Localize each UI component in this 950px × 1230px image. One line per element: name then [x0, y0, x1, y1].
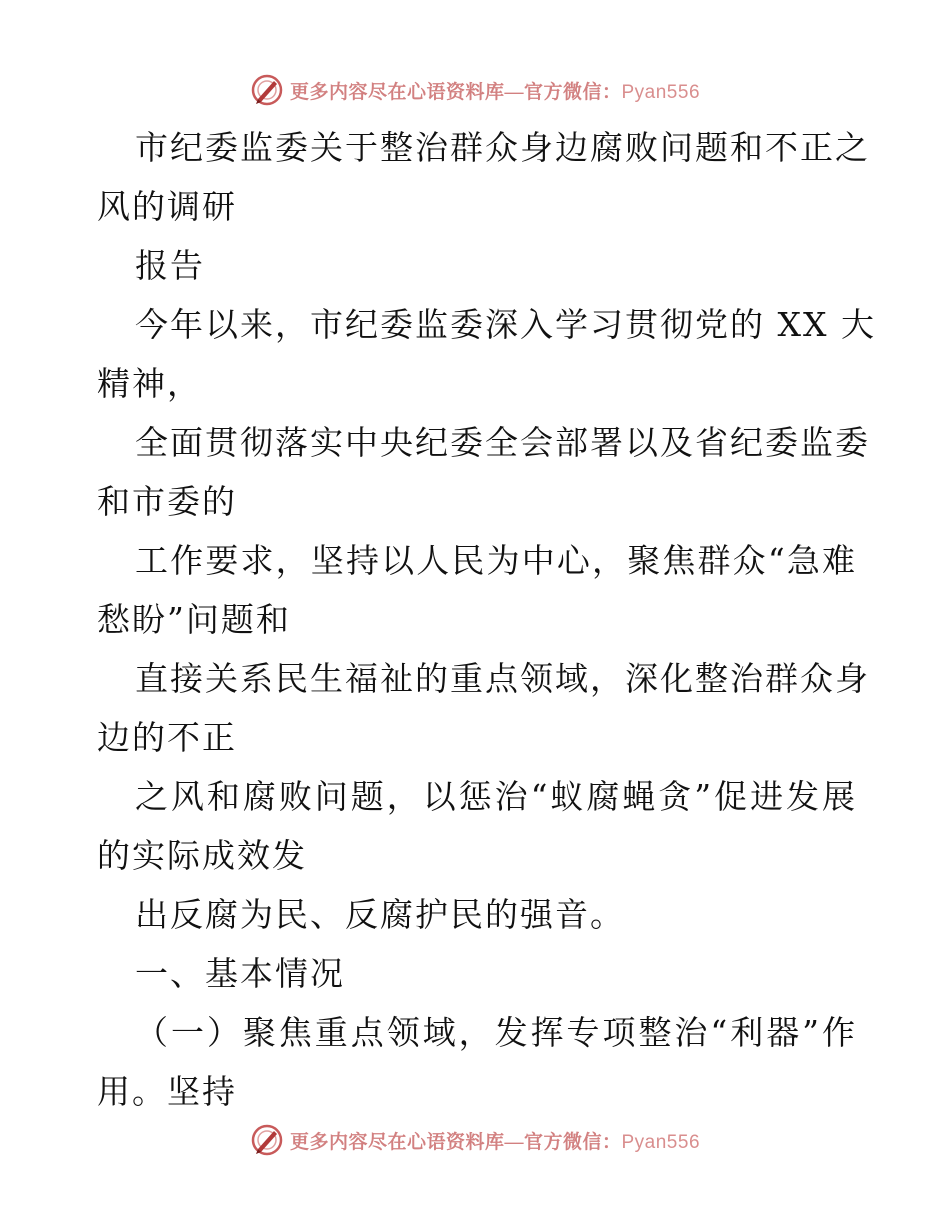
pen-logo-icon	[250, 73, 284, 107]
text-line: 今年以来，市纪委监委深入学习贯彻党的 XX 大	[135, 305, 876, 344]
text-line: 之风和腐败问题，以惩治“蚁腐蝇贪”促进发展	[135, 777, 857, 816]
text-line: 和市委的	[97, 482, 237, 521]
text-line: 边的不正	[97, 718, 237, 757]
text-line: 工作要求，坚持以人民为中心，聚焦群众“急难	[135, 541, 857, 580]
document-body	[97, 118, 876, 1121]
text-line: 全面贯彻落实中央纪委全会部署以及省纪委监委	[135, 423, 870, 462]
text-line: 直接关系民生福祉的重点领域，深化整治群众身	[135, 659, 870, 698]
text-line: 的实际成效发	[97, 836, 307, 875]
text-line: 愁盼”问题和	[97, 600, 291, 639]
text-line: 用。坚持	[97, 1072, 237, 1111]
text-line: 风的调研	[97, 187, 237, 226]
text-line: 市纪委监委关于整治群众身边腐败问题和不正之	[135, 128, 870, 167]
watermark-text: 更多内容尽在心语资料库—官方微信：Pyan556	[289, 1131, 701, 1153]
footer-watermark	[0, 1120, 950, 1160]
text-line: 一、基本情况	[135, 954, 345, 993]
header-watermark	[0, 70, 950, 110]
text-line: 出反腐为民、反腐护民的强音。	[135, 895, 625, 934]
watermark-text: 更多内容尽在心语资料库—官方微信：Pyan556	[289, 81, 701, 103]
pen-logo-icon	[250, 1123, 284, 1157]
text-line: 报告	[135, 246, 205, 285]
text-line: 精神，	[97, 364, 202, 403]
text-line: （一）聚焦重点领域，发挥专项整治“利器”作	[135, 1013, 857, 1052]
